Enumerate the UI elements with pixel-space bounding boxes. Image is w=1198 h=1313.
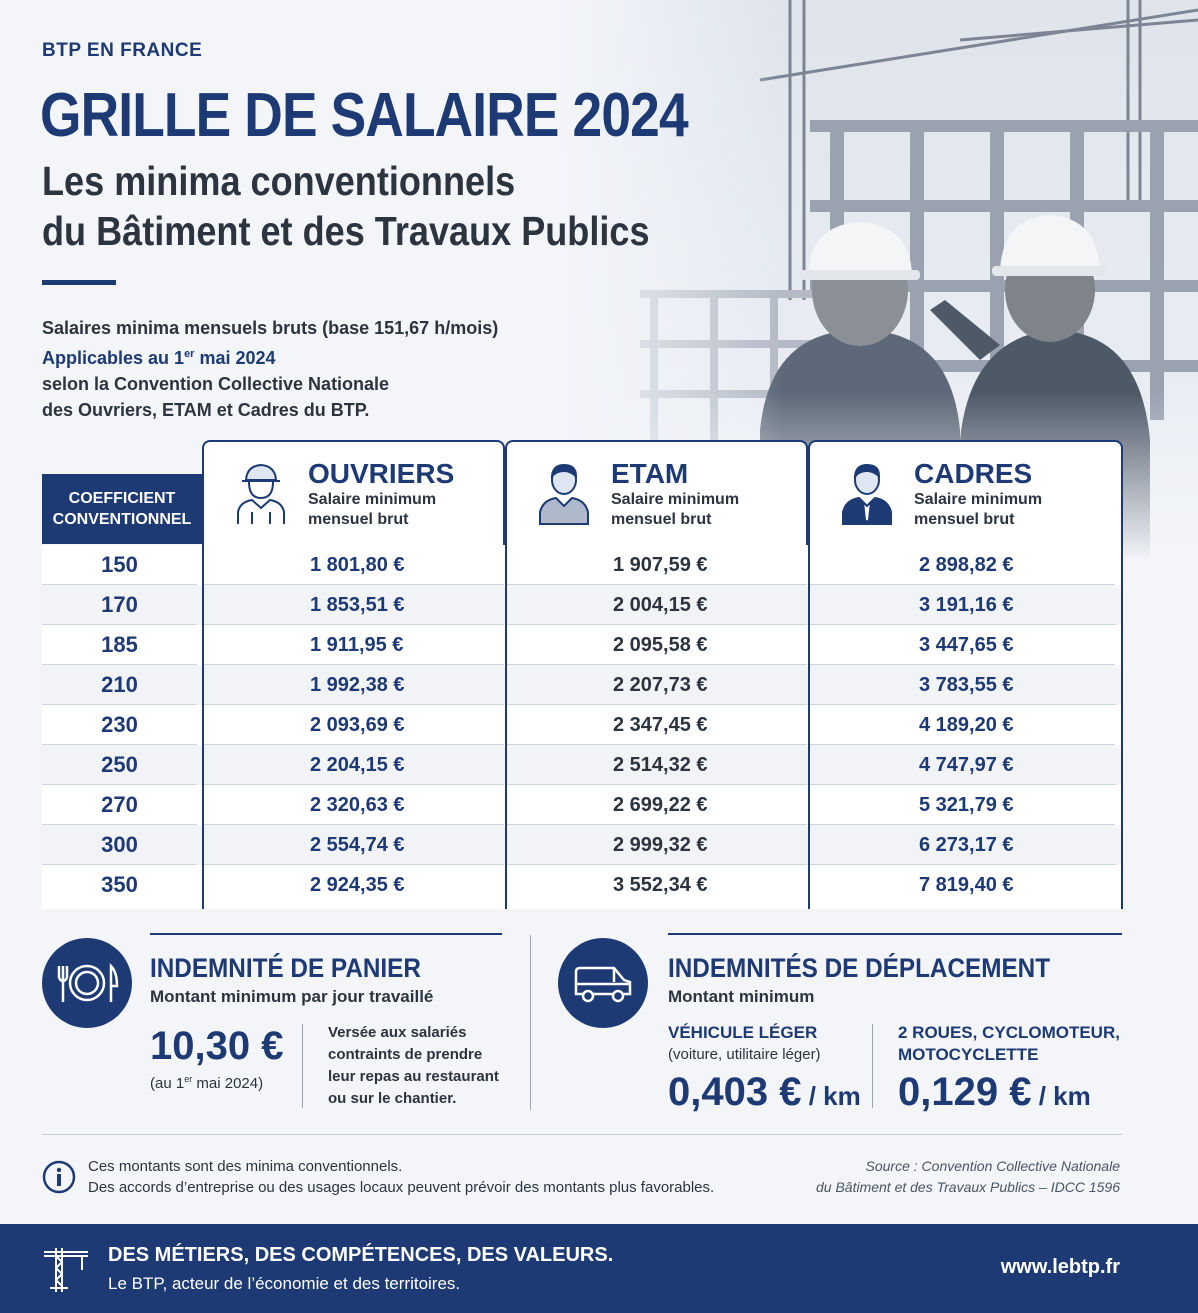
- footer-tagline: DES MÉTIERS, DES COMPÉTENCES, DES VALEURS.: [108, 1244, 614, 1266]
- cadres-cell: 3 191,16 €: [919, 594, 1014, 616]
- panier-desc-line: Versée aux salariés: [328, 1024, 467, 1041]
- panier-date-suffix: mai 2024): [192, 1075, 264, 1092]
- coefficient-header-line-2: CONVENTIONNEL: [52, 511, 192, 528]
- ouvriers-cell: 2 924,35 €: [310, 874, 405, 896]
- intro-date-suffix: mai 2024: [194, 348, 276, 368]
- moto-label-line-2: MOTOCYCLETTE: [898, 1045, 1039, 1064]
- intro-line-1: Salaires minima mensuels bruts (base 151,67 h/mois): [42, 318, 499, 338]
- intro-line-4: des Ouvriers, ETAM et Cadres du BTP.: [42, 400, 370, 420]
- employee-icon: [535, 460, 593, 526]
- panier-description: [328, 1022, 499, 1110]
- moto-label: [898, 1022, 1120, 1066]
- ouvriers-cell: 2 093,69 €: [310, 714, 405, 736]
- panier-top-rule: [150, 933, 502, 935]
- intro-date-prefix: Applicables au 1: [42, 348, 185, 368]
- ouvriers-cell: 2 204,15 €: [310, 754, 405, 776]
- vehicle-amount-unit: / km: [801, 1081, 861, 1111]
- ouvriers-cell: 1 801,80 €: [310, 554, 405, 576]
- intro-text: [42, 315, 498, 423]
- panier-desc-line: leur repas au restaurant: [328, 1068, 499, 1085]
- coef-cell: 150: [101, 552, 138, 577]
- column-divider: [1121, 545, 1123, 909]
- panier-subtitle: Montant minimum par jour travaillé: [150, 987, 434, 1006]
- vehicle-amount-value: 0,403 €: [668, 1070, 802, 1114]
- footnote-line-2: Des accords d’entreprise ou des usages locaux peuvent prévoir des montants plus favorables.: [88, 1179, 715, 1196]
- table-row: [42, 705, 1122, 745]
- source-line-2: du Bâtiment et des Travaux Publics – IDCC 1596: [815, 1179, 1120, 1195]
- etam-cell: 2 004,15 €: [613, 594, 708, 616]
- executive-icon: [838, 460, 896, 526]
- moto-amount-unit: / km: [1031, 1081, 1091, 1111]
- column-sub-line-1: Salaire minimum: [611, 491, 740, 508]
- column-sub-line-2: mensuel brut: [914, 511, 1015, 528]
- table-row: [42, 825, 1122, 865]
- cadres-cell: 4 747,97 €: [919, 754, 1014, 776]
- ouvriers-cell: 2 320,63 €: [310, 794, 405, 816]
- footer-subtagline: Le BTP, acteur de l’économie et des territoires.: [108, 1274, 461, 1293]
- column-sub-ouvriers: [308, 490, 436, 530]
- footnote-line-1: Ces montants sont des minima conventionnels.: [88, 1158, 403, 1175]
- cadres-cell: 5 321,79 €: [919, 794, 1014, 816]
- coef-cell: 300: [101, 832, 138, 857]
- ouvriers-cell: 2 554,74 €: [310, 834, 405, 856]
- etam-cell: 2 699,22 €: [613, 794, 708, 816]
- cadres-cell: 4 189,20 €: [919, 714, 1014, 736]
- hard-hat-worker-icon: [232, 460, 290, 526]
- intro-line-2: [42, 341, 498, 371]
- salary-table: [42, 545, 1122, 909]
- crane-icon: [42, 1244, 90, 1294]
- panier-divider: [302, 1024, 303, 1108]
- vehicle-amount: [668, 1070, 861, 1115]
- subtitle-line-2: du Bâtiment et des Travaux Publics: [42, 208, 650, 254]
- etam-cell: 2 347,45 €: [613, 714, 708, 736]
- column-label-cadres: CADRES: [914, 458, 1033, 489]
- deplacement-divider: [872, 1024, 873, 1108]
- column-divider: [808, 545, 810, 909]
- etam-cell: 1 907,59 €: [613, 554, 708, 576]
- footer-website-link[interactable]: www.lebtp.fr: [1000, 1256, 1120, 1278]
- table-row: [42, 545, 1122, 585]
- footnote: [88, 1156, 714, 1198]
- page-title: GRILLE DE SALAIRE 2024: [40, 81, 688, 150]
- panier-title: INDEMNITÉ DE PANIER: [150, 953, 421, 983]
- coef-cell: 230: [101, 712, 138, 737]
- vehicle-label: VÉHICULE LÉGER: [668, 1023, 818, 1042]
- cadres-cell: 2 898,82 €: [919, 554, 1014, 576]
- coef-cell: 185: [101, 632, 138, 657]
- column-sub-etam: [611, 490, 739, 530]
- column-header-etam: [505, 440, 808, 545]
- panier-desc-line: ou sur le chantier.: [328, 1090, 457, 1107]
- panier-amount: 10,30 €: [150, 1024, 284, 1068]
- ouvriers-cell: 1 853,51 €: [310, 594, 405, 616]
- column-label-etam: ETAM: [611, 458, 689, 489]
- etam-cell: 3 552,34 €: [613, 874, 708, 896]
- deplacement-subtitle: Montant minimum: [668, 987, 815, 1006]
- etam-cell: 2 999,32 €: [613, 834, 708, 856]
- source-line-1: Source : Convention Collective Nationale: [865, 1158, 1120, 1174]
- page-subtitle: [42, 156, 650, 256]
- moto-amount: [898, 1070, 1091, 1115]
- column-divider: [505, 545, 507, 909]
- eyebrow: BTP EN FRANCE: [42, 40, 203, 61]
- table-row: [42, 625, 1122, 665]
- etam-cell: 2 095,58 €: [613, 634, 708, 656]
- panier-date-prefix: (au 1: [150, 1075, 185, 1092]
- coef-cell: 250: [101, 752, 138, 777]
- source: [816, 1156, 1120, 1198]
- table-row: [42, 665, 1122, 705]
- deplacement-icon-badge: [558, 938, 648, 1028]
- etam-cell: 2 514,32 €: [613, 754, 708, 776]
- vehicle-sub: (voiture, utilitaire léger): [668, 1046, 821, 1063]
- plate-cutlery-icon: [42, 938, 132, 1028]
- deplacement-top-rule: [668, 933, 1122, 935]
- table-row: [42, 865, 1122, 905]
- panier-date-sup: er: [184, 1074, 193, 1084]
- panier-icon-badge: [42, 938, 132, 1028]
- panier-date: [150, 1069, 263, 1094]
- section-divider: [530, 935, 531, 1110]
- etam-cell: 2 207,73 €: [613, 674, 708, 696]
- cadres-cell: 3 447,65 €: [919, 634, 1014, 656]
- footnote-rule: [42, 1134, 1122, 1135]
- cadres-cell: 3 783,55 €: [919, 674, 1014, 696]
- coefficient-header-line-1: COEFFICIENT: [68, 490, 176, 507]
- coef-cell: 270: [101, 792, 138, 817]
- coefficient-header: [42, 474, 202, 544]
- footer-banner: [0, 1224, 1198, 1313]
- table-row: [42, 785, 1122, 825]
- ouvriers-cell: 1 911,95 €: [310, 634, 404, 656]
- column-sub-cadres: [914, 490, 1042, 530]
- moto-label-line-1: 2 ROUES, CYCLOMOTEUR,: [898, 1023, 1120, 1042]
- cadres-cell: 6 273,17 €: [919, 834, 1014, 856]
- info-icon: [42, 1160, 76, 1194]
- title-underline: [42, 280, 116, 285]
- intro-date-sup: er: [184, 348, 195, 360]
- coef-cell: 170: [101, 592, 138, 617]
- panier-desc-line: contraints de prendre: [328, 1046, 483, 1063]
- column-sub-line-2: mensuel brut: [611, 511, 712, 528]
- table-row: [42, 745, 1122, 785]
- coef-cell: 210: [101, 672, 138, 697]
- intro-line-3: selon la Convention Collective Nationale: [42, 374, 390, 394]
- ouvriers-cell: 1 992,38 €: [310, 674, 405, 696]
- column-divider: [202, 545, 204, 909]
- deplacement-title: INDEMNITÉS DE DÉPLACEMENT: [668, 953, 1051, 983]
- column-label-ouvriers: OUVRIERS: [308, 458, 455, 489]
- column-header-cadres: [808, 440, 1123, 545]
- van-icon: [558, 938, 648, 1028]
- column-header-ouvriers: [202, 440, 505, 545]
- column-sub-line-1: Salaire minimum: [308, 491, 437, 508]
- subtitle-line-1: Les minima conventionnels: [42, 158, 516, 204]
- coef-cell: 350: [101, 872, 138, 897]
- cadres-cell: 7 819,40 €: [919, 874, 1014, 896]
- table-row: [42, 585, 1122, 625]
- column-sub-line-1: Salaire minimum: [914, 491, 1043, 508]
- moto-amount-value: 0,129 €: [898, 1070, 1032, 1114]
- column-sub-line-2: mensuel brut: [308, 511, 409, 528]
